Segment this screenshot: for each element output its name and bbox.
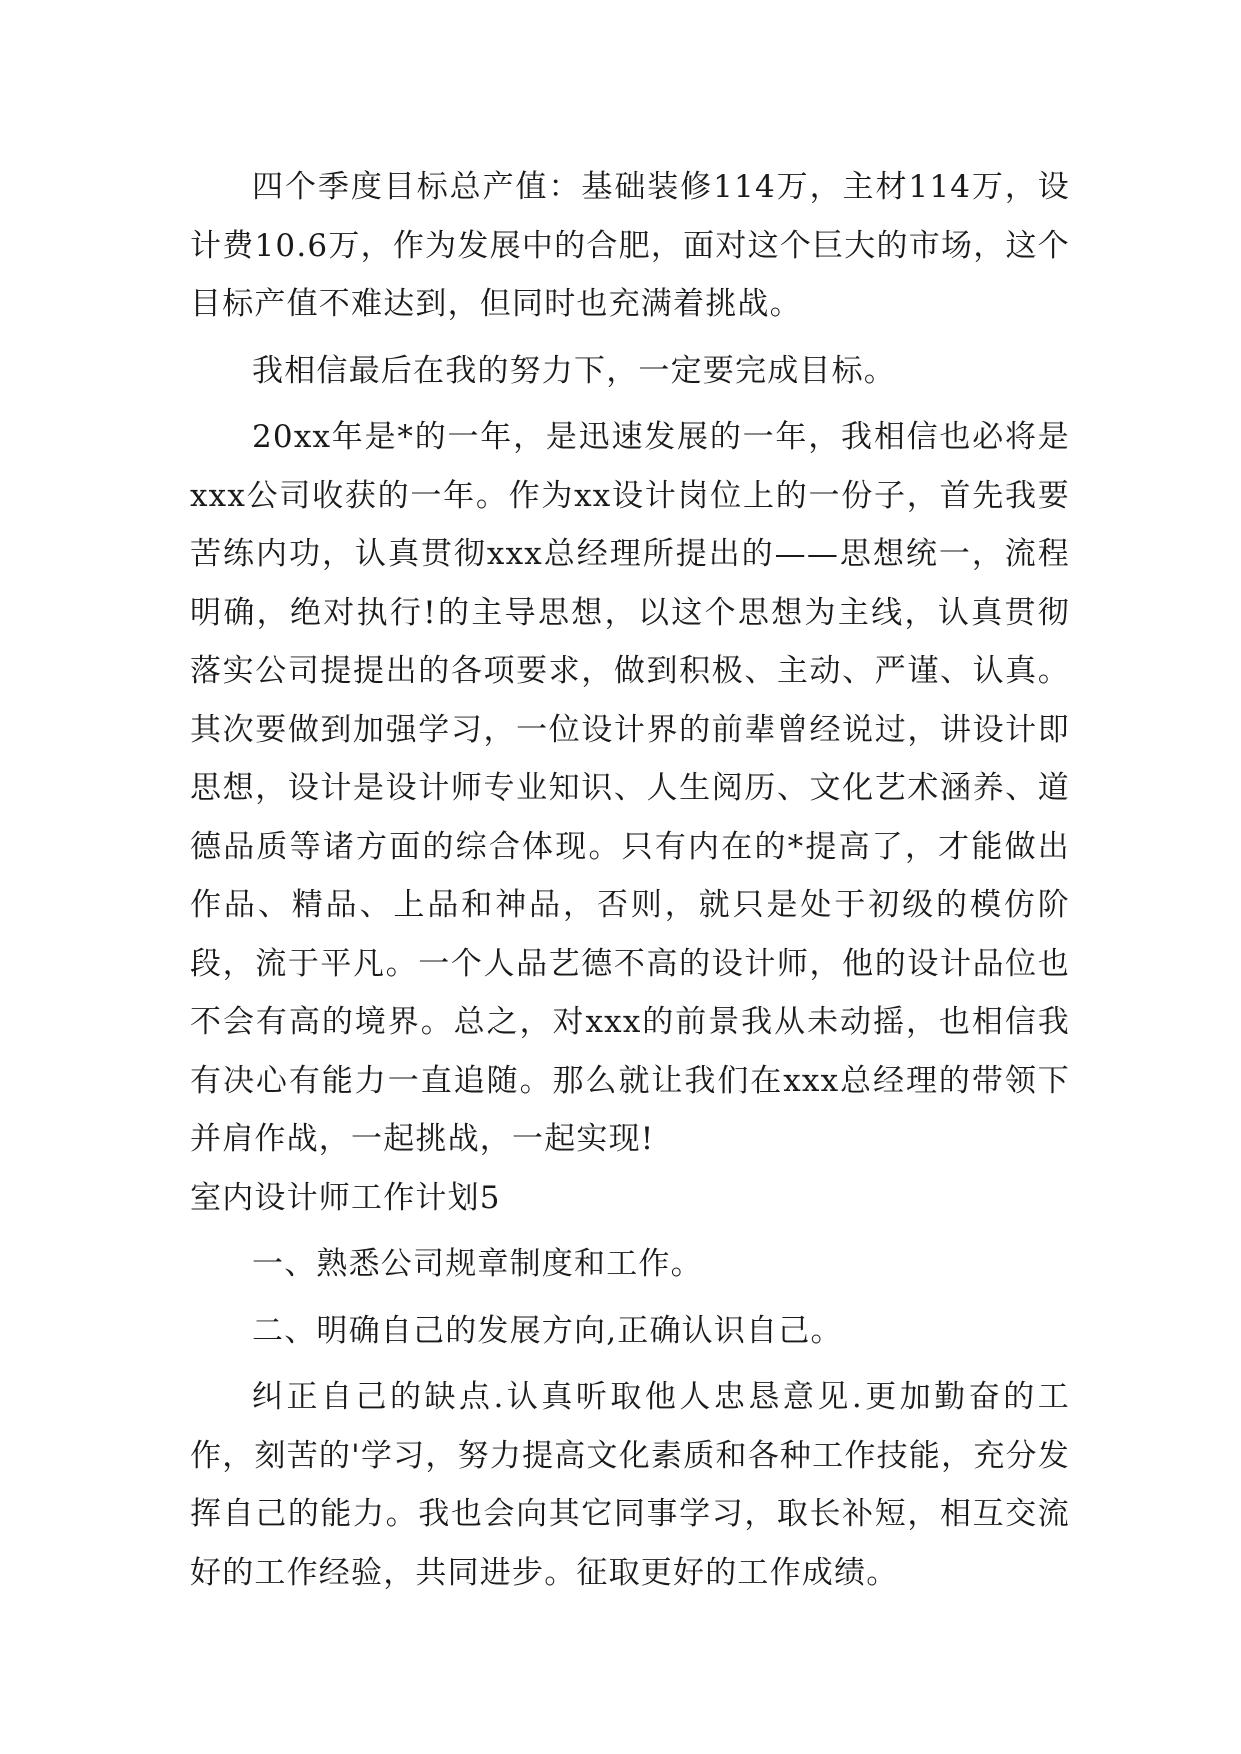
paragraph-commitment: 我相信最后在我的努力下，一定要完成目标。: [252, 352, 896, 389]
paragraph-year-outlook: 20xx年是*的一年，是迅速发展的一年，我相信也必将是xxx公司收获的一年。作为xx设计岗位上的一份子，首先我要苦练内功，认真贯彻xxx总经理所提出的——思想统一，流程明确，绝对执行!的主导思想，以这个思想为主线，认真贯彻落实公司提提出的各项要求，做到积极、主动、严谨、认真。其次要做到加强学习，一位设计界的前辈曾经说过，讲设计即思想，设计是设计师专业知识、人生阅历、文化艺术涵养、道德品质等诸方面的综合体现。只有内在的*提高了，才能做出作品、精品、上品和神品，否则，就只是处于初级的模仿阶段，流于平凡。一个人品艺德不高的设计师，他的设计品位也不会有高的境界。总之，对xxx的前景我从未动摇，也相信我有决心有能力一直追随。那么就让我们在xxx总经理的带领下并肩作战，一起挑战，一起实现!: [190, 419, 1070, 1157]
paragraph-item-one: 一、熟悉公司规章制度和工作。: [252, 1246, 703, 1282]
paragraph-output-targets: 四个季度目标总产值：基础装修114万，主材114万，设计费10.6万，作为发展中的合肥，面对这个巨大的市场，这个目标产值不难达到，但同时也充满着挑战。: [190, 169, 1070, 322]
section-heading: 室内设计师工作计划5: [190, 1179, 501, 1216]
paragraph-item-two: 二、明确自己的发展方向,正确认识自己。: [252, 1312, 843, 1349]
paragraph-self-improvement: 纠正自己的缺点.认真听取他人忠恳意见.更加勤奋的工作，刻苦的'学习，努力提高文化素质和各种工作技能，充分发挥自己的能力。我也会向其它同事学习，取长补短，相互交流好的工作经验，共同进步。征取更好的工作成绩。: [190, 1379, 1070, 1591]
document-body: [190, 158, 1070, 1610]
